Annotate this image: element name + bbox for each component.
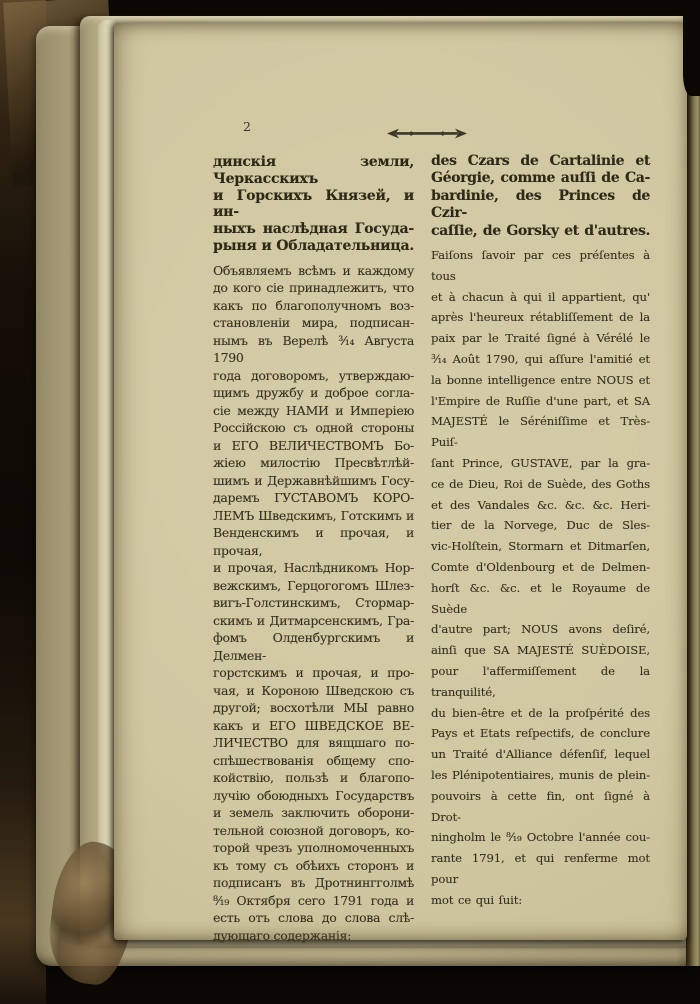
text-line: и прочая, Наслѣдникомъ Нор- xyxy=(213,560,414,576)
text-line: caſſie, de Gorsky et d'autres. xyxy=(431,222,650,239)
text-line: du bien-être et de la proſpérité des xyxy=(431,705,650,720)
text-line: горстскимъ и прочая, и про- xyxy=(213,665,414,681)
russian-body-paragraph xyxy=(213,262,414,945)
text-line: лучію обоюдныхъ Государствъ xyxy=(213,787,414,803)
text-line: тельной союзной договоръ, ко- xyxy=(213,822,414,838)
text-line: horſt &c. &c. et le Royaume de Suède xyxy=(431,580,650,616)
scanned-page xyxy=(114,23,687,943)
russian-column xyxy=(213,154,414,944)
text-line: становленіи мира, подписан- xyxy=(213,315,414,331)
text-line: rante 1791, et qui renferme mot pour xyxy=(431,851,650,886)
text-line: vic-Holſtein, Stormarn et Ditmarſen, xyxy=(431,539,650,554)
text-line: щимъ дружбу и доброе согла- xyxy=(213,385,414,401)
text-line: la bonne intelligence entre NOUS et xyxy=(431,372,650,387)
text-line: bardinie, des Princes de Czir- xyxy=(431,187,650,222)
text-line: спѣшествованія общему спо- xyxy=(213,752,414,768)
text-line: рыня и Обладательница. xyxy=(213,237,414,254)
text-line: tier de la Norvege, Duc de Sles- xyxy=(431,518,650,533)
text-line: ³⁄₁₄ Août 1790, qui aſſure l'amitié et xyxy=(431,352,650,367)
text-line: шимъ и Державнѣйшимъ Госу- xyxy=(213,472,414,488)
text-line: ningholm le ⁸⁄₁₉ Octobre l'année cou- xyxy=(431,830,650,845)
text-line: ce de Dieu, Roi de Suède, des Goths xyxy=(431,476,650,491)
text-line: ныхъ наслѣдная Госуда- xyxy=(213,221,414,238)
text-line: Pays et Etats reſpectifs, de conclure xyxy=(431,726,650,741)
text-line: après l'heureux rétabliſſement de la xyxy=(431,310,650,325)
text-line: pouvoirs à cette fin, ont ſigné à Drot- xyxy=(431,788,650,824)
text-line: нымъ въ Верелѣ ³⁄₁₄ Августа 1790 xyxy=(213,332,414,366)
text-line: до кого сіе принадлежитъ, что xyxy=(213,280,414,296)
text-line: есть отъ слова до слова слѣ- xyxy=(213,910,414,926)
text-line: года договоромъ, утверждаю- xyxy=(213,367,414,383)
text-line: ainſi que SA MAJESTÉ SUÈDOISE, xyxy=(431,643,650,658)
text-line: торой чрезъ уполномоченныхъ xyxy=(213,840,414,856)
text-line: pour l'affermiſſement de la tranquilité, xyxy=(431,663,650,699)
text-line: Comte d'Oldenbourg et de Delmen- xyxy=(431,559,650,574)
text-line: ЛЕМЪ Шведскимъ, Готскимъ и xyxy=(213,507,414,523)
text-line: койствію, пользѣ и благопо- xyxy=(213,770,414,786)
text-line: фомъ Олденбургскимъ и Делмен- xyxy=(213,630,414,663)
text-line: какъ и ЕГО ШВЕДСКОЕ ВЕ- xyxy=(213,717,414,733)
text-line: и земель заключить оборони- xyxy=(213,805,414,821)
text-line: сіе между НАМИ и Имперіею xyxy=(213,402,414,418)
text-line: скимъ и Дитмарсенскимъ, Гра- xyxy=(213,612,414,628)
text-line: дующаго содержанія: xyxy=(213,927,352,943)
text-line: des Czars de Cartalinie et xyxy=(431,153,650,169)
double-arrow-ornament xyxy=(387,127,467,140)
text-line: вежскимъ, Герцогогомъ Шлез- xyxy=(213,577,414,593)
text-line: Россійскою съ одной стороны xyxy=(213,420,414,436)
text-line: ſant Prince, GUSTAVE, par la gra- xyxy=(431,456,650,470)
text-line: un Traité d'Alliance défenſif, lequel xyxy=(431,747,650,762)
text-line: mot ce qui ſuit: xyxy=(431,892,523,907)
text-line: l'Empire de Ruſſie d'une part, et SA xyxy=(431,393,650,408)
french-lead-paragraph xyxy=(431,153,650,240)
russian-lead-paragraph xyxy=(213,154,414,255)
text-line: paix par le Traité ſigné à Vérélé le xyxy=(431,331,650,346)
french-column xyxy=(431,153,650,911)
text-line: жіею милостію Пресвѣтлѣй- xyxy=(213,455,414,471)
french-body-paragraph xyxy=(431,245,650,911)
text-line: подписанъ въ Дротнингголмѣ xyxy=(213,875,414,891)
text-line: ЛИЧЕСТВО для вящшаго по- xyxy=(213,735,414,751)
text-line: Венденскимъ и прочая, и прочая, xyxy=(213,525,414,558)
page-number: 2 xyxy=(243,119,251,134)
text-line: MAJESTÉ le Séréniſſime et Très-Puiſ- xyxy=(431,414,650,450)
text-line: et à chacun à qui il appartient, qu' xyxy=(431,289,650,304)
text-line: какъ по благополучномъ воз- xyxy=(213,297,414,313)
text-line: другой; восхотѣли МЫ равно xyxy=(213,700,414,716)
text-line: и Горскихъ Князей, и ин- xyxy=(213,187,414,221)
text-line: даремъ ГУСТАВОМЪ КОРО- xyxy=(213,490,414,506)
text-line: d'autre part; NOUS avons deſiré, xyxy=(431,622,650,637)
text-line: et des Vandales &c. &c. &c. Heri- xyxy=(431,497,650,512)
text-line: les Plénipotentiaires, munis de plein- xyxy=(431,767,650,782)
text-line: Faiſons ſavoir par ces préſentes à tous xyxy=(431,248,650,283)
text-line: ⁸⁄₁₉ Октября сего 1791 года и xyxy=(213,892,414,908)
text-line: Объявляемъ всѣмъ и каждому xyxy=(213,262,414,278)
text-line: динскія земли, Черкасскихъ xyxy=(213,154,414,187)
text-line: вигъ-Голстинскимъ, Стормар- xyxy=(213,595,414,611)
text-line: къ тому съ обѣихъ сторонъ и xyxy=(213,857,414,873)
dark-corner-top-right xyxy=(683,0,700,96)
text-line: и ЕГО ВЕЛИЧЕСТВОМЪ Бо- xyxy=(213,437,414,453)
text-line: Géorgie, comme auſſi de Ca- xyxy=(431,170,650,187)
text-line: чая, и Короною Шведскою съ xyxy=(213,682,414,698)
book-gutter-right xyxy=(686,18,700,966)
